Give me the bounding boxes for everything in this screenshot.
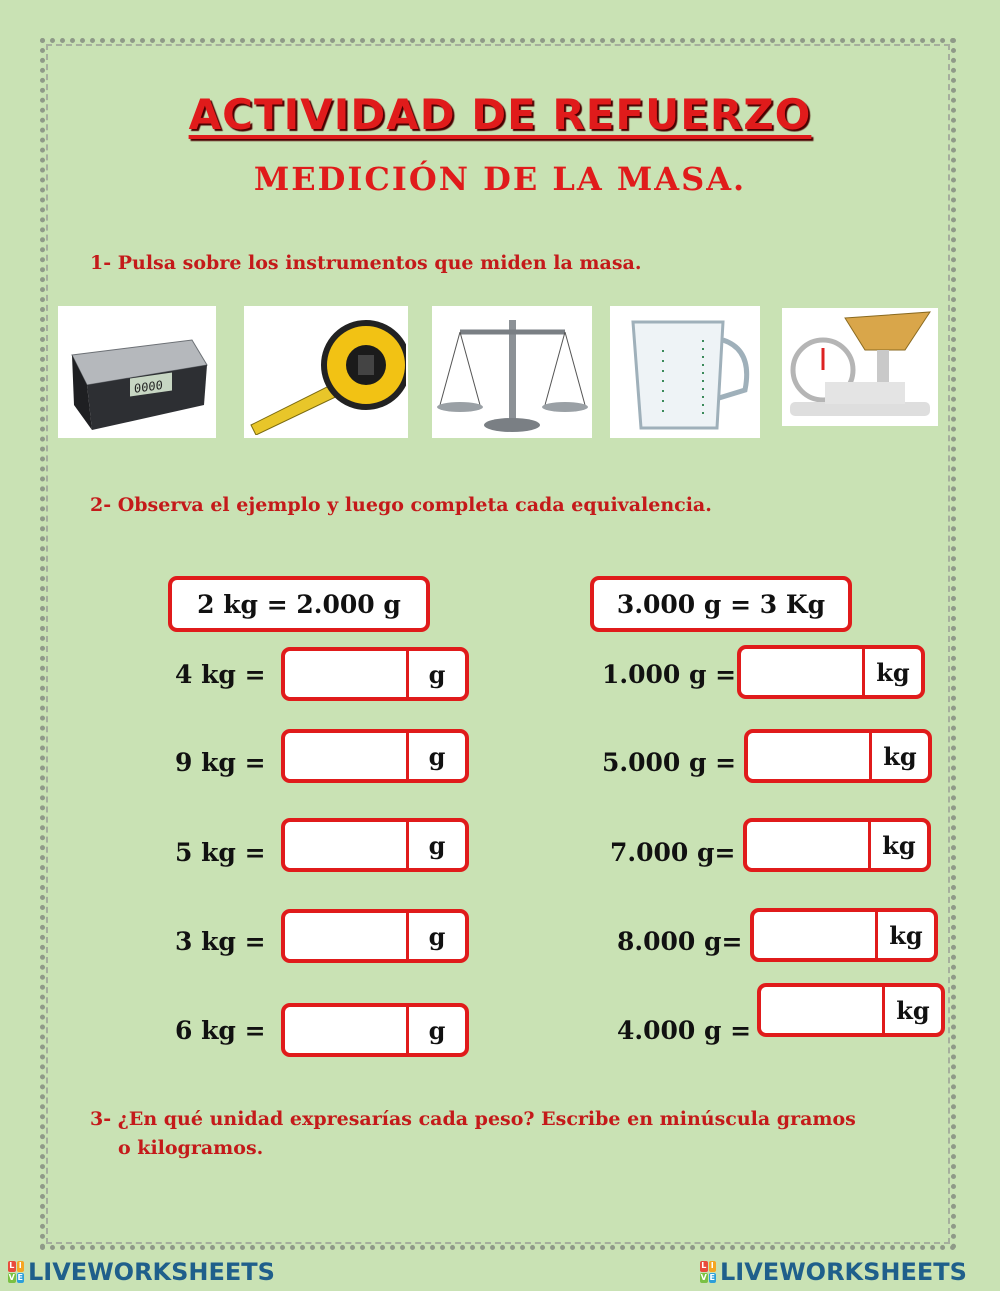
example-left: 2 kg = 2.000 g [168,576,430,632]
right-row-4-unit: kg [889,920,923,950]
digital-scale-display: 0000 [134,377,163,396]
left-row-1-answer [281,647,469,701]
right-row-4-label: 8.000 g= [617,927,743,956]
right-row-2-answer [744,729,932,783]
right-row-3-input[interactable] [747,822,871,868]
left-row-3-label: 5 kg = [175,838,266,867]
footer-logo-right [700,1258,967,1286]
right-row-3-label: 7.000 g= [610,838,736,867]
page-title: ACTIVIDAD DE REFUERZO [188,90,812,139]
left-row-3-answer [281,818,469,872]
right-row-5-input[interactable] [761,987,885,1033]
left-row-4-unit: g [428,921,446,951]
footer-brand-left: LIVEWORKSHEETS [28,1258,275,1286]
left-row-4-input[interactable] [285,913,409,959]
balance-scale-icon [435,310,590,435]
right-row-2-label: 5.000 g = [602,748,737,777]
left-row-2-unit: g [428,741,446,771]
instrument-balance-scale[interactable] [432,306,592,438]
footer-brand-right: LIVEWORKSHEETS [720,1258,967,1286]
example-right: 3.000 g = 3 Kg [590,576,852,632]
left-row-2-answer [281,729,469,783]
liveworksheets-mark-icon: L I V E [700,1261,715,1282]
right-row-2-unit: kg [883,741,917,771]
footer-logo-left [8,1258,275,1286]
left-row-5-label: 6 kg = [175,1016,266,1045]
measuring-jug-icon [613,310,758,435]
right-row-1-label: 1.000 g = [602,660,737,689]
right-row-4-input[interactable] [754,912,878,958]
right-row-4-answer [750,908,938,962]
page-border-inner [46,44,950,1244]
kitchen-scale-icon [785,310,935,425]
left-row-5-answer [281,1003,469,1057]
instrument-measuring-tape[interactable] [244,306,408,438]
left-row-5-unit: g [428,1015,446,1045]
left-row-1-unit: g [428,659,446,689]
instrument-digital-scale[interactable] [58,306,216,438]
left-row-4-label: 3 kg = [175,927,266,956]
right-row-5-unit: kg [896,995,930,1025]
right-row-3-unit: kg [882,830,916,860]
right-row-1-answer [737,645,925,699]
right-row-3-answer [743,818,931,872]
left-row-5-input[interactable] [285,1007,409,1053]
right-row-1-input[interactable] [741,649,865,695]
right-row-1-unit: kg [876,657,910,687]
question-3-line-1: 3- ¿En qué unidad expresarías cada peso? Escribe en minúscula gramos [90,1108,856,1130]
instrument-kitchen-scale[interactable] [782,308,938,426]
left-row-4-answer [281,909,469,963]
left-row-1-label: 4 kg = [175,660,266,689]
page-subtitle: MEDICIÓN DE LA MASA. [253,160,747,198]
left-row-1-input[interactable] [285,651,409,697]
question-3-line-2: o kilogramos. [118,1137,264,1159]
liveworksheets-mark-icon: L I V E [8,1261,23,1282]
left-row-3-unit: g [428,830,446,860]
digital-scale-icon [62,310,212,435]
left-row-2-input[interactable] [285,733,409,779]
right-row-5-label: 4.000 g = [617,1016,752,1045]
measuring-tape-icon [246,310,406,435]
left-row-2-label: 9 kg = [175,748,266,777]
instrument-measuring-jug[interactable] [610,306,760,438]
left-row-3-input[interactable] [285,822,409,868]
right-row-5-answer [757,983,945,1037]
question-1: 1- Pulsa sobre los instrumentos que miden la masa. [90,252,642,274]
question-2: 2- Observa el ejemplo y luego completa cada equivalencia. [90,494,712,516]
right-row-2-input[interactable] [748,733,872,779]
